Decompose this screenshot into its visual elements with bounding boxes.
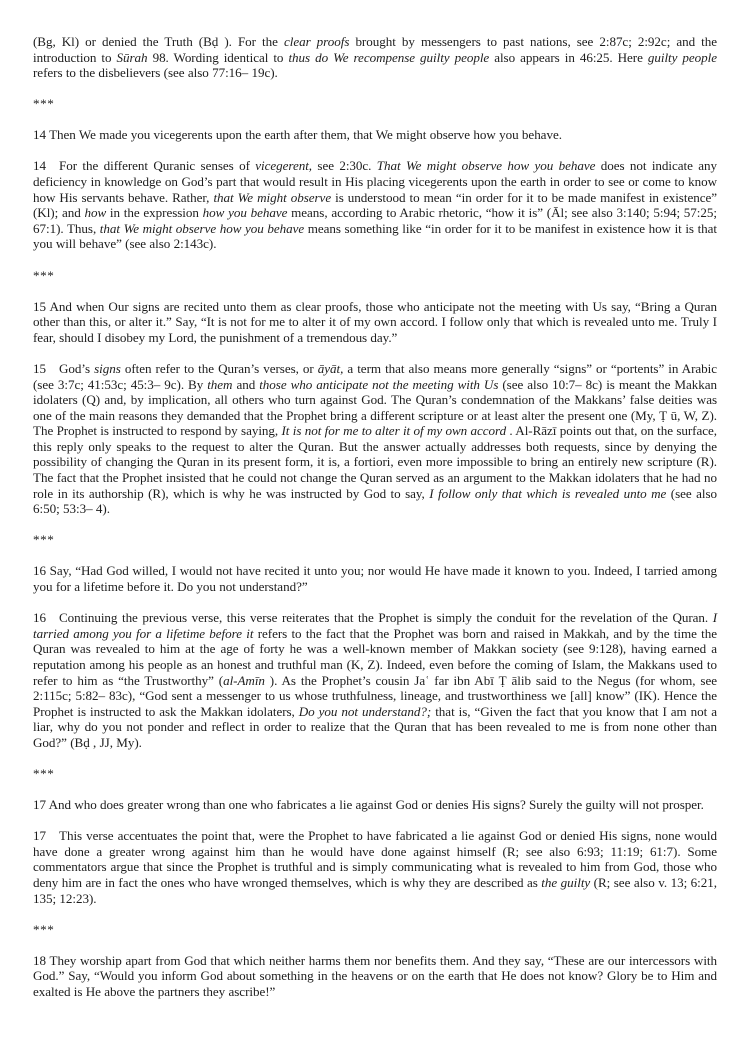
text-run: . Al-Rāzī points out that, on the surface, this reply only speaks to the request to alter the Quran. But the answer actually addresses both requests, since by denying the possibility of changing the Quran in its present form, it is, a fortiori, even more impossible to bring an entirely new scripture (R). The fact that the Prophet insisted that he could not change the Quran served as an argument to the Makkan idolaters that he had no role in its authorship (R), which is why he was instructed by God to say, [33, 423, 717, 501]
section-separator: *** [33, 267, 55, 283]
text-run: see 2:30c. [312, 158, 377, 174]
text-run: that is, “Given the fact that you know that I am not a liar, why do you not ponder and reflect in order to realize that the Quran that has been revealed to me is from none other than God?” (Bḍ , JJ, My). [33, 703, 717, 750]
commentary-number: 16 [33, 610, 46, 626]
italic-run: guilty people [647, 49, 718, 65]
italic-run: al-Amīn [223, 672, 265, 688]
text-run: refers to the disbelievers (see also 77:16– 19c). [33, 65, 278, 81]
italic-run: that We might observe [213, 189, 332, 205]
commentary-paragraph [33, 158, 717, 252]
italic-run: thus do We recompense guilty people [288, 49, 490, 65]
commentary-paragraph [33, 361, 717, 517]
text-run: For the different Quranic senses of [59, 158, 256, 174]
italic-run: clear proofs [283, 34, 350, 49]
italic-run: that We might observe how you behave [99, 220, 305, 236]
commentary-number: 14 [33, 158, 46, 174]
commentary-paragraph [33, 34, 717, 81]
verse-paragraph [33, 127, 717, 143]
text-run: a term that also means more generally “signs” or “portents” in Arabic (see 3:7c; 41:53c; 45:3– 9c). By [33, 360, 718, 392]
italic-run: how you behave [202, 205, 288, 221]
text-run: and [232, 376, 260, 392]
text-run: (Bg, Kl) or denied the Truth (Bḍ ). For the [33, 34, 284, 49]
text-run: 14 Then We made you vicegerents upon the earth after them, that We might observe how you behave. [33, 127, 562, 143]
page-text-column [33, 34, 717, 1000]
text-run: 15 And when Our signs are recited unto them as clear proofs, those who anticipate not the meeting with Us say, “Bring a Quran other than this, or alter it.” Say, “It is not for me to alter it of my own accord. I follow only that which is revealed unto me. Truly I fear, should I disobey my Lord, the punishment of a tremendous day.” [33, 298, 717, 345]
text-run: also appears in 46:25. Here [489, 49, 648, 65]
verse-paragraph [33, 563, 717, 594]
verse-paragraph [33, 953, 717, 1000]
italic-run: them [207, 376, 233, 392]
verse-paragraph [33, 299, 717, 346]
italic-run: Do you not understand?; [298, 703, 432, 719]
italic-run: āyāt, [317, 360, 344, 376]
italic-run: It is not for me to alter it of my own accord [281, 423, 507, 439]
section-separator: *** [33, 921, 55, 937]
commentary-number: 15 [33, 360, 46, 376]
italic-run: I tarried among you for a lifetime before it [33, 610, 717, 641]
text-run: 18 They worship apart from God that which neither harms them nor benefits them. And they say, “These are our intercessors with God.” Say, “Would you inform God about something in the heavens or on the earth that He does not know? Glory be to Him and exalted is He above the partners they ascribe!” [33, 952, 717, 999]
commentary-number: 17 [33, 828, 46, 844]
text-run: God’s [59, 360, 95, 376]
text-run: ). As the Prophet’s cousin Jaʿ far ibn Abī Ṭ ālib said to the Negus (for whom, see 2:115c; 5:82– 83c), “God sent a messenger to us whose truthfulness, lineage, and trustworthiness we [all] know” (IK). Hence the Prophet is instructed to ask the Makkan idolaters, [33, 672, 717, 719]
text-run: brought by messengers to past nations, see 2:87c; 2:92c; and the introduction to [33, 34, 718, 65]
text-run: Continuing the previous verse, this verse reiterates that the Prophet is simply the conduit for the revelation of the Quran. [59, 610, 713, 626]
italic-run: the guilty [541, 874, 591, 890]
text-run: 16 Say, “Had God willed, I would not have recited it unto you; nor would He have made it known to you. Indeed, I tarried among you for a lifetime before it. Do you not understand?” [33, 563, 717, 595]
italic-run: how [84, 205, 107, 221]
commentary-paragraph [33, 610, 717, 750]
italic-run: vicegerent, [255, 158, 313, 174]
text-run: 98. Wording identical to [147, 49, 289, 65]
text-run: is understood to mean “in order for it to be made manifest in existence” (Kl); and [33, 189, 717, 221]
text-run: 17 And who does greater wrong than one who fabricates a lie against God or denies His signs? Surely the guilty will not prosper. [33, 797, 704, 813]
text-run: often refer to the Quran’s verses, or [120, 360, 318, 376]
text-run: (R; see also v. 13; 6:21, 135; 12:23). [33, 874, 717, 906]
text-run: (see also 10:7– 8c) is meant the Makkan idolaters (Q) and, by implication, all others who turn against God. The Quran’s condemnation of the Makkans’ false deities was one of the main reasons they demanded that the Prophet bring a different scripture or at least alter the present one (My, Ṭ ū, W, Z). The Prophet is instructed to respond by saying, [33, 376, 718, 439]
section-separator: *** [33, 765, 55, 781]
italic-run: Sūrah [116, 49, 148, 65]
text-run: (see also 6:50; 53:3– 4). [33, 485, 717, 517]
text-run: in the expression [106, 205, 203, 221]
commentary-paragraph [33, 828, 717, 906]
section-separator: *** [33, 532, 55, 548]
text-run: means something like “in order for it to be manifest in existence how it is that you will behave” (see also 2:143c). [33, 220, 718, 252]
section-separator: *** [33, 96, 55, 112]
text-run: means, according to Arabic rhetoric, “how it is” (Āl; see also 3:140; 5:94; 57:25; 67:1). Thus, [33, 205, 717, 236]
text-run: This verse accentuates the point that, were the Prophet to have fabricated a lie against God or denied His signs, none would have done a greater wrong against him than he would have done against himself (R; see also 6:93; 11:19; 61:7). Some commentators argue that since the Prophet is truthful and is simply communicating what is revealed to him from God, those who deny him are in fact the ones who have wronged themselves, which is why they are described as [33, 828, 717, 890]
italic-run: That We might observe how you behave [376, 158, 596, 174]
italic-run: signs [94, 360, 121, 376]
verse-paragraph [33, 797, 717, 813]
italic-run: those who anticipate not the meeting with Us [259, 376, 499, 392]
text-run: refers to the fact that the Prophet was born and raised in Makkah, and by the time the Quran was revealed to him at the age of forty he was a well-known member of Makkan society (see 9:128), having earned a reputation among his people as an honest and truthful man (K, Z). Indeed, even before the coming of Islam, the Makkans used to refer to him as “the Trustworthy” ( [33, 625, 717, 688]
italic-run: I follow only that which is revealed unto me [429, 485, 667, 501]
text-run: does not indicate any deficiency in knowledge on God’s part that would result in His placing vicegerents upon the earth in order to see or come to know how His servants behave. Rather, [33, 158, 718, 205]
